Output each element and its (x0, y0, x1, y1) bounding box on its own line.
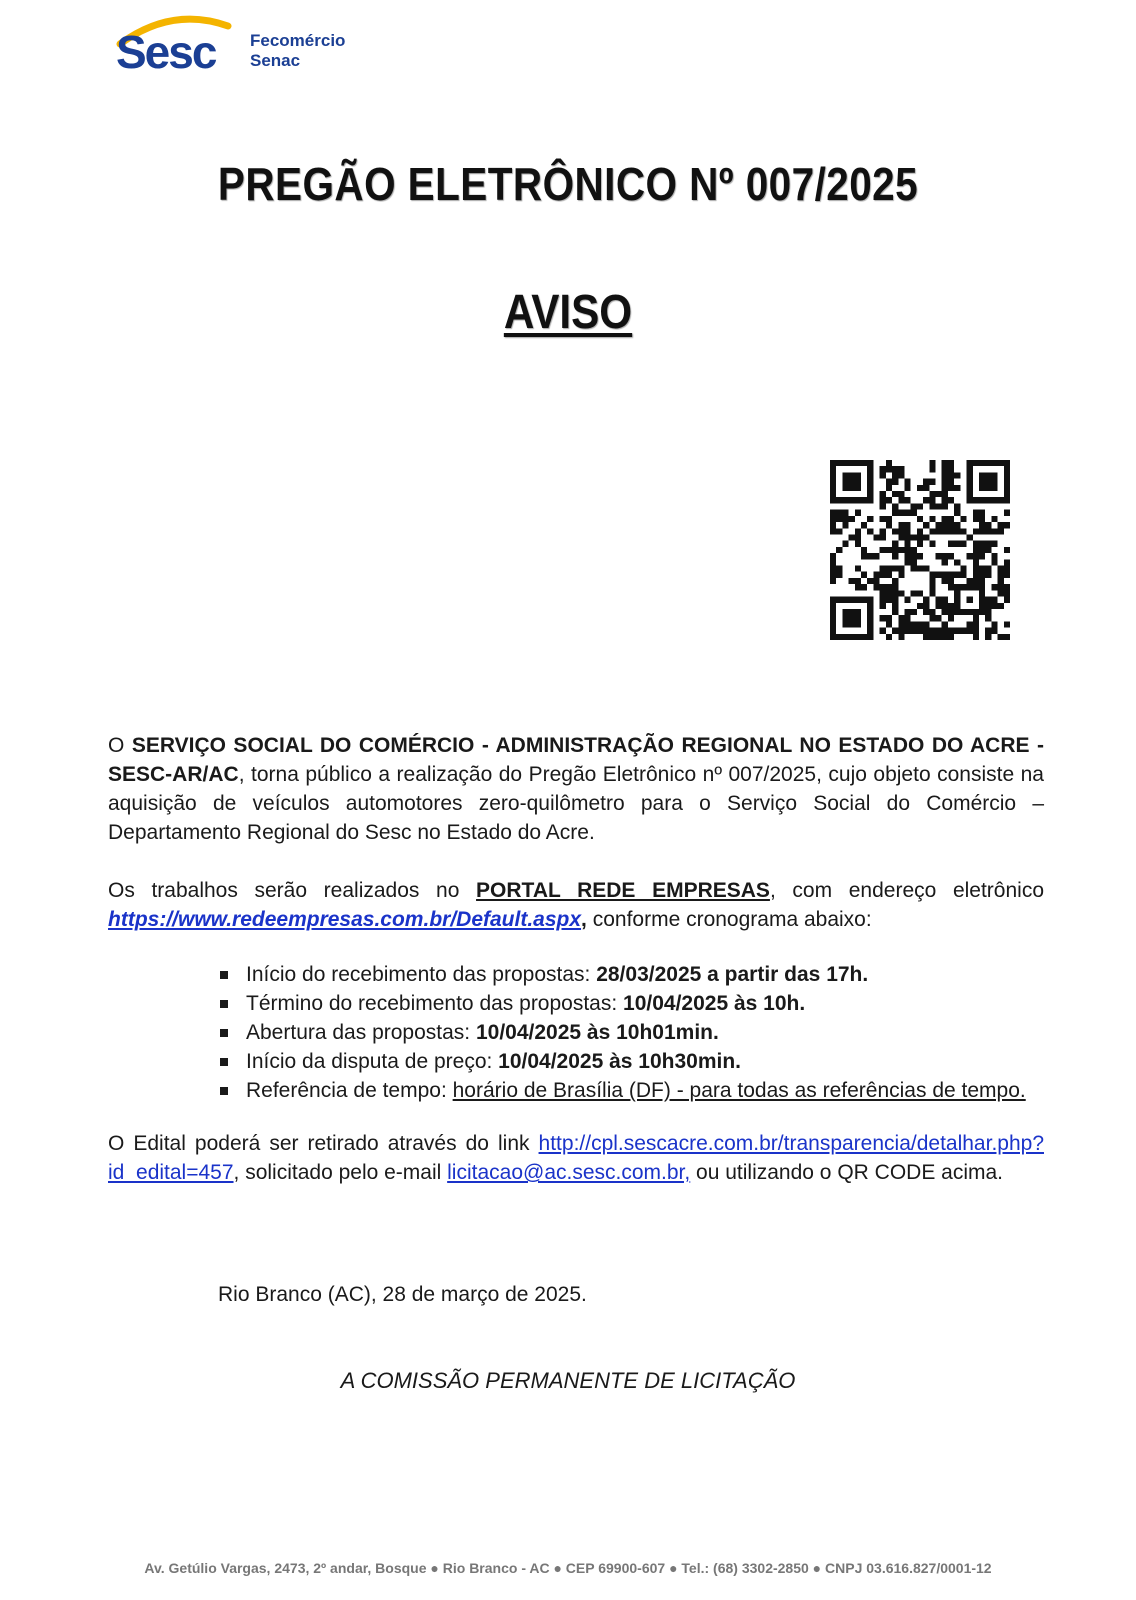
intro-lead: O (108, 734, 132, 757)
schedule-item (218, 989, 1026, 1018)
schedule-label: Início da disputa de preço: (246, 1050, 499, 1073)
schedule-list (218, 960, 1026, 1105)
schedule-label: Início do recebimento das propostas: (246, 963, 597, 986)
signature: A COMISSÃO PERMANENTE DE LICITAÇÃO (340, 1368, 796, 1393)
qr-code-icon (830, 460, 1010, 640)
document-subtitle: AVISO (503, 286, 633, 339)
organization-name: SERVIÇO SOCIAL DO COMÉRCIO - ADMINISTRAÇÃO REGIONAL NO ESTADO DO ACRE - SESC-AR/AC (108, 734, 1044, 786)
logo-partner-line2: Senac (250, 51, 301, 70)
schedule-value: 28/03/2025 a partir das 17h. (596, 963, 869, 986)
portal-lead: Os trabalhos serão realizados no (108, 879, 477, 902)
portal-paragraph (108, 876, 1044, 934)
edital-paragraph (108, 1129, 1044, 1187)
document-title: PREGÃO ELETRÔNICO Nº 007/2025 (217, 158, 919, 210)
schedule-item (218, 1018, 1026, 1047)
schedule-value: 10/04/2025 às 10h30min. (498, 1050, 742, 1073)
edital-mid: , solicitado pelo e-mail (233, 1161, 448, 1184)
date-line: Rio Branco (AC), 28 de março de 2025. (218, 1283, 587, 1306)
sesc-logo-mark (116, 10, 376, 76)
schedule-value: 10/04/2025 às 10h. (623, 992, 806, 1015)
footer-address: Av. Getúlio Vargas, 2473, 2º andar, Bosque ● Rio Branco - AC ● CEP 69900-607 ● Tel.: (68) 3302-2850 ● CNPJ 03.616.827/0001-12 (144, 1560, 992, 1576)
schedule-value: horário de Brasília (DF) - para todas as referências de tempo. (452, 1079, 1026, 1102)
edital-lead: O Edital poderá ser retirado através do link (108, 1132, 539, 1155)
schedule-item (218, 1076, 1026, 1105)
schedule-item (218, 1047, 1026, 1076)
logo-brand-text: Sesc (116, 26, 216, 76)
portal-name: PORTAL REDE EMPRESAS (476, 879, 770, 902)
intro-rest: , torna público a realização do Pregão Eletrônico nº 007/2025, cujo objeto consiste na aquisição de veículos automotores zero-quilômetro para o Serviço Social do Comércio – Departamento Regional do Sesc no Estado do Acre. (108, 763, 1044, 844)
portal-tail: conforme cronograma abaixo: (586, 908, 872, 931)
intro-paragraph (108, 731, 1044, 847)
sesc-logo (116, 10, 376, 76)
schedule-label: Término do recebimento das propostas: (246, 992, 624, 1015)
portal-comma: , (581, 908, 587, 931)
edital-tail: ou utilizando o QR CODE acima. (690, 1161, 1004, 1184)
qr-code[interactable] (830, 460, 1010, 640)
portal-mid: , com endereço eletrônico (769, 879, 1044, 902)
schedule-value: 10/04/2025 às 10h01min. (475, 1021, 719, 1044)
edital-url-link[interactable]: http://cpl.sescacre.com.br/transparencia/detalhar.php?id_edital=457 (108, 1132, 1044, 1184)
email-link[interactable]: licitacao@ac.sesc.com.br, (447, 1161, 691, 1184)
schedule-item (218, 960, 1026, 989)
logo-partner-line1: Fecomércio (250, 31, 346, 50)
portal-url-link[interactable]: https://www.redeempresas.com.br/Default.aspx (108, 908, 582, 931)
schedule-label: Abertura das propostas: (246, 1021, 476, 1044)
schedule-label: Referência de tempo: (246, 1079, 453, 1102)
